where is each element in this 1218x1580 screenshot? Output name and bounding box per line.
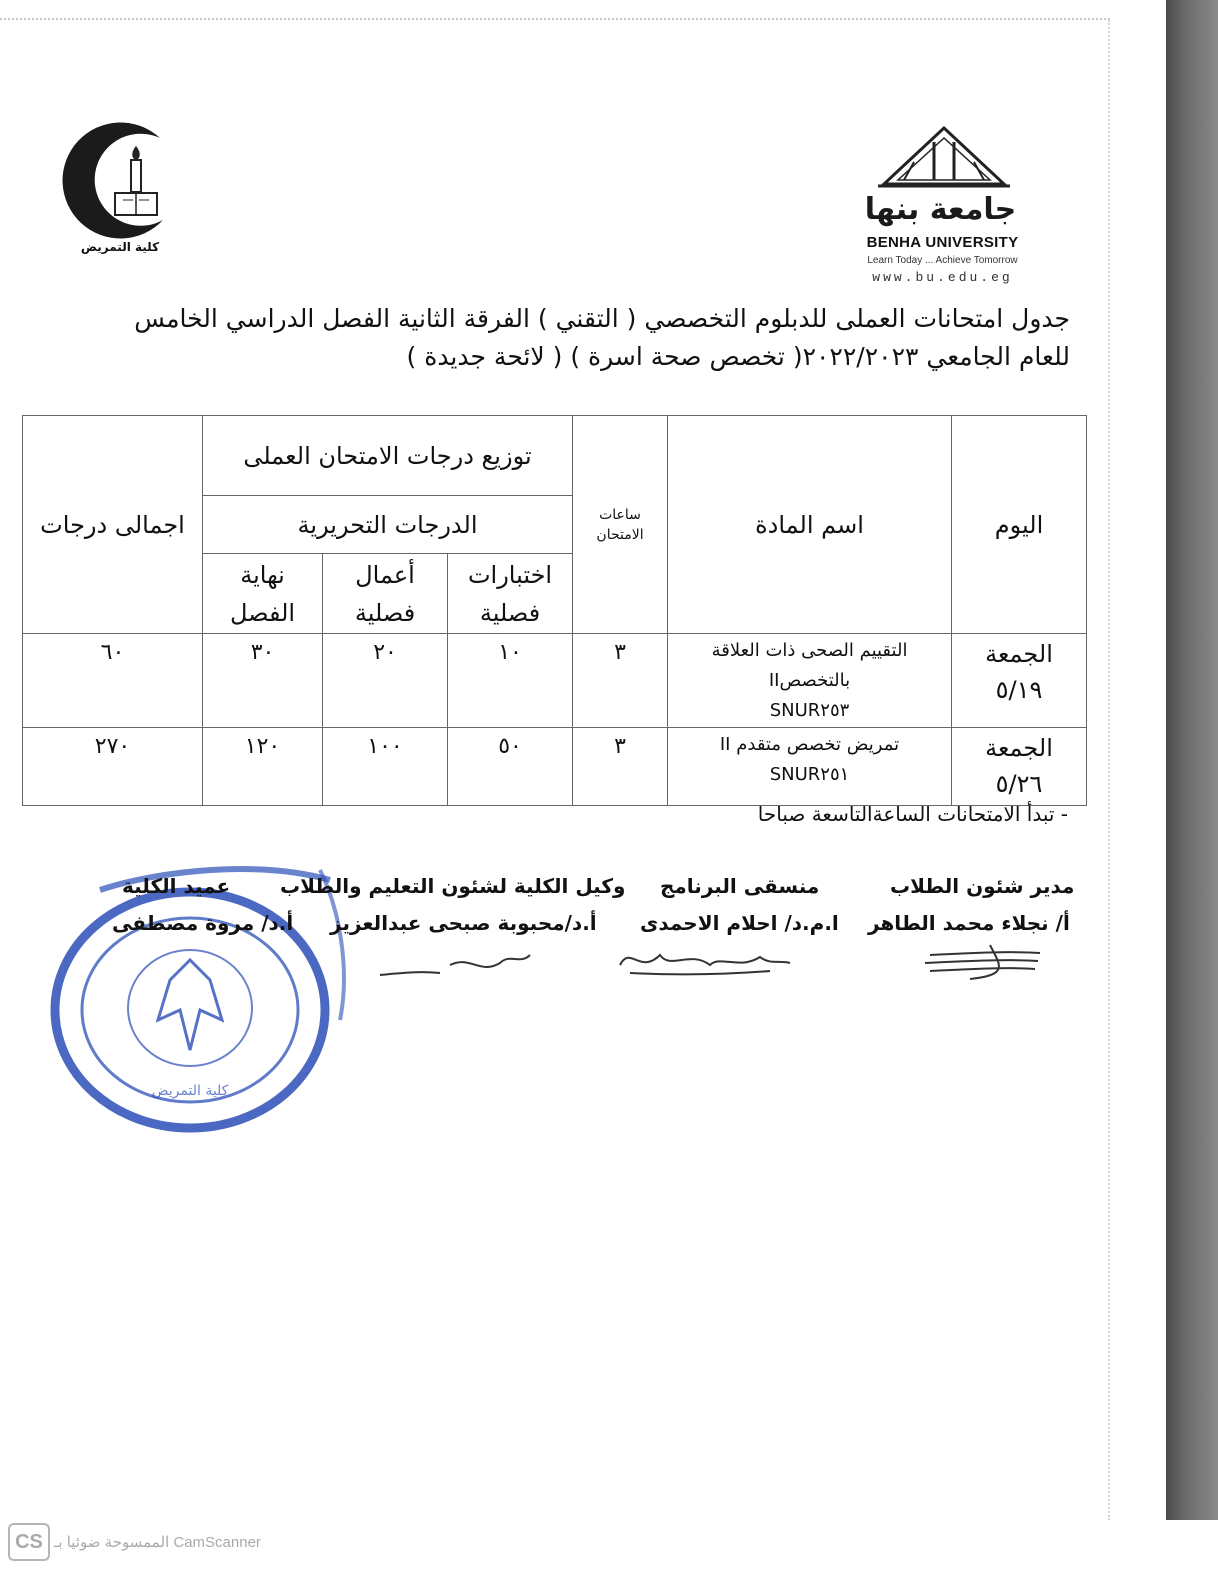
header-day: اليوم: [952, 416, 1087, 634]
exam-hours: ٣: [573, 728, 668, 806]
coursework-grade: ٢٠: [323, 634, 448, 728]
university-website: www.bu.edu.eg: [872, 270, 1013, 285]
header-quizzes: اختبارات فصلية: [448, 554, 573, 634]
handwritten-signatures-icon: [370, 935, 1090, 995]
table-row: [23, 728, 1087, 806]
signatory-title-student-affairs: مدير شئون الطلاب: [890, 874, 1075, 898]
camscanner-text: الممسوحة ضوئيا بـ CamScanner: [54, 1534, 261, 1551]
faculty-of-nursing-logo-icon: [45, 108, 185, 258]
subject-name: تمريض تخصص متقدم II: [719, 734, 900, 755]
table-row: [23, 634, 1087, 728]
signatory-title-vice-dean: وكيل الكلية لشئون التعليم والطلاب: [280, 874, 626, 898]
quizzes-grade: ١٠: [448, 634, 573, 728]
quizzes-grade: ٥٠: [448, 728, 573, 806]
page-title-line2: للعام الجامعي ٢٠٢٢/٢٠٢٣( تخصص صحة اسرة ) ( لائحة جديدة ): [406, 342, 1070, 371]
page-title-line1: جدول امتحانات العملى للدبلوم التخصصي ( التقني ) الفرقة الثانية الفصل الدراسي الخامس: [134, 304, 1070, 333]
faculty-logo-caption: كلية التمريض: [80, 240, 160, 254]
subject-name: التقييم الصحى ذات العلاقة: [711, 640, 908, 661]
header-subject: اسم المادة: [668, 416, 952, 634]
day-name: الجمعة: [985, 640, 1053, 668]
subject-code: SNUR٢٥٣: [769, 700, 850, 721]
signatory-name-student-affairs: أ/ نجلاء محمد الطاهر: [868, 911, 1070, 935]
stamp-text: كلية التمريض: [151, 1083, 229, 1099]
total-grade: ٦٠: [23, 634, 203, 728]
exam-date: ٥/٢٦: [995, 770, 1043, 798]
university-name-arabic: جامعة بنها: [864, 192, 1017, 227]
final-grade: ١٢٠: [203, 728, 323, 806]
signatory-title-program-coordinator: منسقى البرنامج: [660, 874, 820, 898]
exam-schedule-table: [22, 415, 1087, 806]
final-grade: ٣٠: [203, 634, 323, 728]
header-coursework: أعمال فصلية: [323, 554, 448, 634]
scanner-edge-bar: [1166, 0, 1218, 1520]
exam-hours: ٣: [573, 634, 668, 728]
day-cell: [952, 728, 1087, 806]
university-name-english: BENHA UNIVERSITY: [866, 234, 1019, 251]
subject-name-cont: بالتخصصII: [768, 670, 851, 691]
header-grade-distribution: توزيع درجات الامتحان العملى: [203, 416, 573, 496]
header-written-grades: الدرجات التحريرية: [203, 496, 573, 554]
scan-top-border: [0, 18, 1110, 20]
subject-cell: [668, 728, 952, 806]
exam-start-note: - تبدأ الامتحانات الساعةالتاسعة صباحا: [757, 802, 1068, 826]
signatory-name-dean: أ.د/ مروة مصطفى: [112, 911, 294, 935]
exam-date: ٥/١٩: [995, 676, 1043, 704]
signatory-title-dean: عميد الكلية: [122, 874, 231, 898]
day-name: الجمعة: [985, 734, 1053, 762]
subject-code: SNUR٢٥١: [769, 764, 850, 785]
coursework-grade: ١٠٠: [323, 728, 448, 806]
signatory-name-vice-dean: أ.د/محبوبة صبحى عبدالعزيز: [330, 911, 597, 935]
header-final: نهاية الفصل: [203, 554, 323, 634]
scan-right-border: [1108, 20, 1110, 1520]
camscanner-watermark: [4, 1523, 304, 1563]
header-exam-hours: ساعات الامتحان: [573, 416, 668, 634]
table-header-row: [23, 416, 1087, 496]
header-total: اجمالى درجات: [23, 416, 203, 634]
day-cell: [952, 634, 1087, 728]
total-grade: ٢٧٠: [23, 728, 203, 806]
subject-cell: [668, 634, 952, 728]
university-tagline: Learn Today ... Achieve Tomorrow: [867, 255, 1018, 266]
camscanner-logo-icon: CS: [8, 1523, 50, 1561]
signatory-name-program-coordinator: ا.م.د/ احلام الاحمدى: [640, 911, 839, 935]
